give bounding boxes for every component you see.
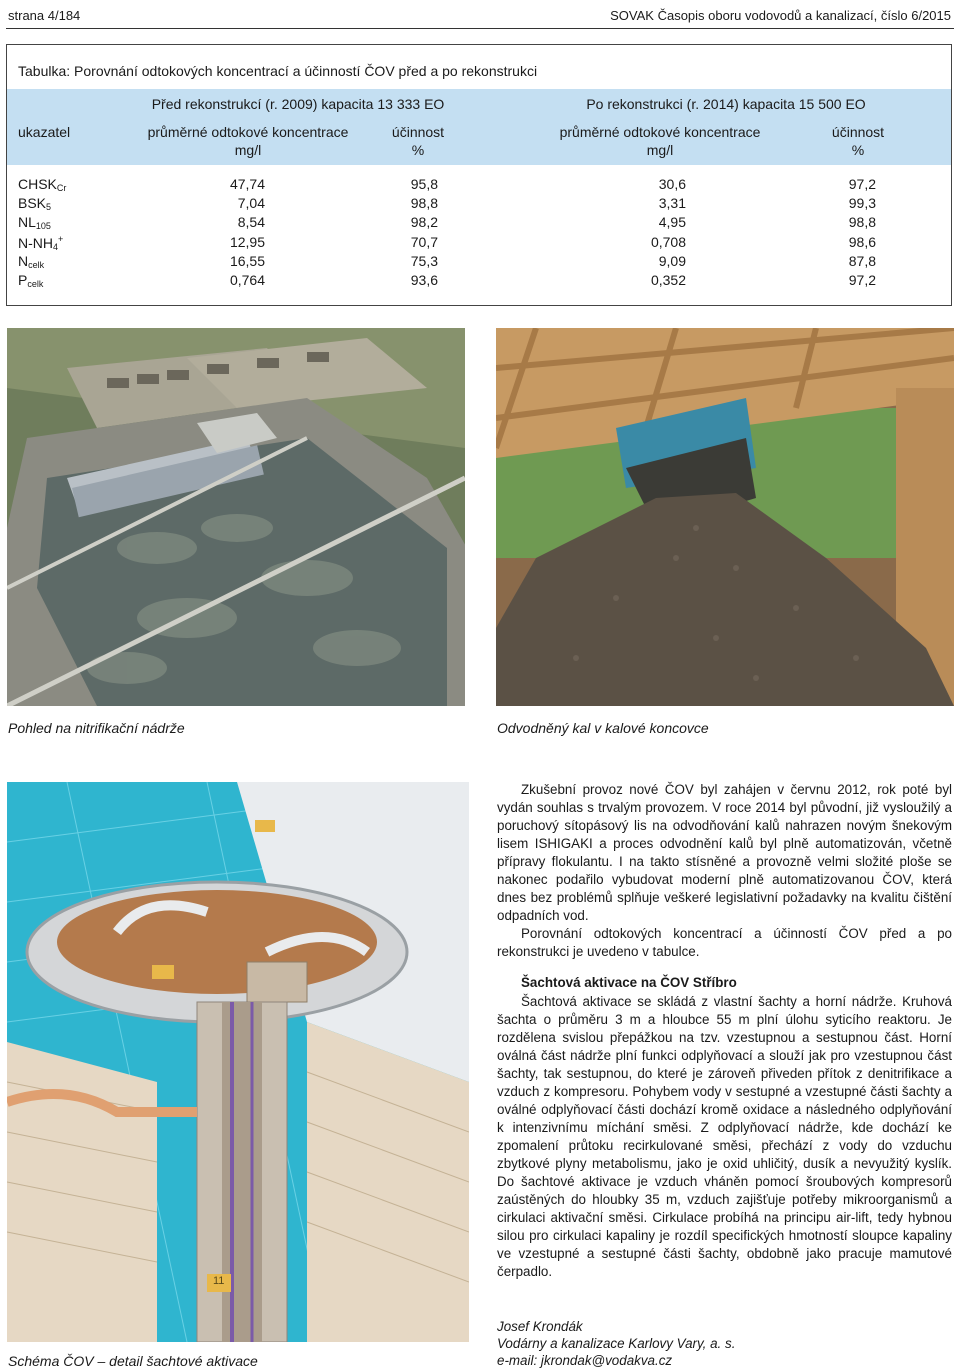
- row-indicator: $N-NH_4^+$: [18, 233, 64, 252]
- group-after-label: Po rekonstrukci (r. 2014) kapacita 15 500 EO: [586, 96, 866, 112]
- paragraph-shaft-description: Šachtová aktivace se skládá z vlastní šachty a horní nádrže. Kruhová šachta o průměru 3 m a hloubce 55 m plní úlohu syticího reaktoru. Je rozdělena svislou přepážkou na tzv. vzestupnou a sestupnou část. Horní oválná část nádrže plní funkci odplyňovací a slouží jak pro vzestupnou část šachty, tak sestupnou, do které je zároveň přiveden přítok z denitrifikace a vzduch z kompresoru. Pohybem vody v sestupné a vzestupné části šachty a oválné odplyňovací části dochází kromě oxidace a následného odplyňování k intenzivnímu míchání směsi. Z odplyňovací nádrže, kde dochází ke zpomalení průtoku recirkulované směsi, přechází z vody do vzduchu zbytkové plyny metabolismu, jako je oxid uhličitý, dusík a nevyužitý kyslík. Do šachtové aktivace je vzduch vháněn pomocí šroubových kompresorů zaústěných do hloubky 35 m, vzduch zajišťuje potřeby mikroorganismů a cirkulaci aktivační směsi. Cirkulace probíhá na principu air-lift, tedy hybnou silou pro cirkulaci kapaliny je rozdíl specifických hmotností sloupce kapaliny ve vzestupné a sestupné části šachty, obdobně jako pracuje mamutové čerpadlo.: [497, 994, 952, 1279]
- cell-eff-after: 97,2: [848, 176, 876, 192]
- cell-eff-after: 99,3: [848, 195, 876, 212]
- page-number: strana 4/184: [8, 8, 81, 23]
- cell-conc-before: 7,04: [237, 195, 265, 212]
- nitrification-tanks-illustration: [7, 328, 465, 706]
- photo-nitrification-tanks: [7, 328, 465, 706]
- cell-eff-after: 98,6: [848, 233, 876, 250]
- col-eff-after-header: účinnost: [831, 124, 885, 140]
- author-block: [497, 1318, 735, 1369]
- author-name: Josef Krondák: [497, 1319, 583, 1334]
- row-indicator: $P_{celk}$: [18, 272, 44, 289]
- row-indicator: $NL_{105}$: [18, 214, 51, 232]
- unit-conc-before: mg/l: [234, 142, 262, 158]
- row-indicator: $CHSK_{Cr}$: [18, 176, 67, 193]
- article-shaft-activation: [497, 993, 952, 1281]
- cell-eff-before: 95,8: [410, 176, 438, 192]
- cell-eff-before: 98,8: [410, 195, 438, 212]
- section-heading: Šachtová aktivace na ČOV Stříbro: [521, 975, 737, 990]
- author-organization: Vodárny a kanalizace Karlovy Vary, a. s.: [497, 1336, 736, 1351]
- cell-conc-before: 12,95: [229, 233, 265, 250]
- col-conc-before-header: průměrné odtokové koncentrace: [147, 124, 349, 140]
- cell-conc-after: 0,708: [650, 233, 686, 250]
- row-indicator: $N_{celk}$: [18, 252, 45, 270]
- row-indicator: $BSK_5$: [18, 195, 52, 213]
- cell-conc-after: 0,352: [650, 272, 686, 288]
- cell-conc-before: 16,55: [229, 252, 265, 269]
- scheme-shaft-activation: [7, 782, 469, 1342]
- cell-eff-after: 87,8: [848, 252, 876, 269]
- cell-conc-after: 30,6: [658, 176, 686, 192]
- journal-title: SOVAK Časopis oboru vodovodů a kanalizací, číslo 6/2015: [610, 8, 951, 23]
- unit-eff-after: %: [851, 142, 865, 158]
- paragraph-trial-operation: Zkušební provoz nové ČOV byl zahájen v červnu 2012, rok poté byl vydán souhlas s trvalým provozem. V roce 2014 byl původní, již vysloužilý a poruchový sítopásový lis na odvodňování kalů nahrazen novým šnekovým lisem ISHIGAKI a proces odvodnění kalů byl plně automatizován, včetně přípravy flokulantu. I na takto stísněné a provozně velmi složité ploše se nakonec podařilo vybudovat moderní plně automatizovanou ČOV, která dnes bez problémů splňuje veškeré legislativní požadavky na kvalitu čištění odpadních vod.: [497, 782, 952, 923]
- unit-eff-before: %: [411, 142, 425, 158]
- col-conc-after-header: průměrné odtokové koncentrace: [559, 124, 761, 140]
- unit-conc-after: mg/l: [646, 142, 674, 158]
- table-caption: Tabulka: Porovnání odtokových koncentrací a účinností ČOV před a po rekonstrukci: [18, 63, 538, 79]
- author-email[interactable]: e-mail: jkrondak@vodakva.cz: [497, 1353, 673, 1368]
- cell-conc-before: 47,74: [229, 176, 265, 192]
- group-before-label: Před rekonstrukcí (r. 2009) kapacita 13 333 EO: [151, 96, 445, 112]
- cell-conc-after: 3,31: [658, 195, 686, 212]
- photo-dewatered-sludge: [496, 328, 954, 706]
- col-eff-before-header: účinnost: [391, 124, 445, 140]
- comparison-table: [6, 44, 952, 306]
- cell-eff-before: 75,3: [410, 252, 438, 269]
- article-intro: [497, 781, 952, 961]
- cell-conc-after: 4,95: [658, 214, 686, 231]
- photo1-caption: Pohled na nitrifikační nádrže: [8, 720, 185, 736]
- cell-eff-after: 97,2: [848, 272, 876, 288]
- cell-eff-after: 98,8: [848, 214, 876, 231]
- cell-eff-before: 98,2: [410, 214, 438, 231]
- cell-conc-before: 0,764: [229, 272, 265, 288]
- photo3-caption: Schéma ČOV – detail šachtové aktivace: [8, 1353, 258, 1369]
- paragraph-table-note: Porovnání odtokových koncentrací a účinností ČOV před a po rekonstrukci je uvedeno v tabulce.: [497, 926, 952, 959]
- cell-eff-before: 93,6: [410, 272, 438, 288]
- col-indicator-header: ukazatel: [18, 124, 71, 140]
- photo2-caption: Odvodněný kal v kalové koncovce: [497, 720, 709, 736]
- header-divider: [6, 28, 954, 29]
- cell-conc-after: 9,09: [658, 252, 686, 269]
- cell-conc-before: 8,54: [237, 214, 265, 231]
- scheme-label: 11: [213, 1275, 225, 1287]
- sludge-pile-illustration: [496, 328, 954, 706]
- cell-eff-before: 70,7: [410, 233, 438, 250]
- shaft-scheme-illustration: [7, 782, 469, 1342]
